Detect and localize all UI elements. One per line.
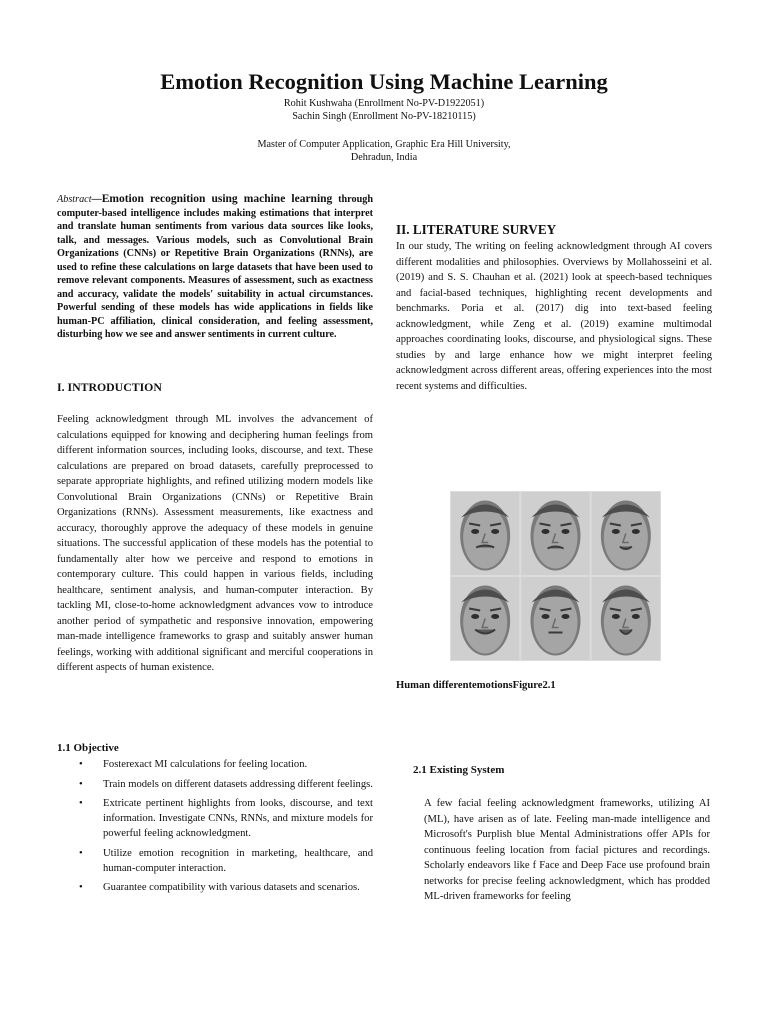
- literature-heading: II. LITERATURE SURVEY: [396, 222, 557, 237]
- existing-system-text: A few facial feeling acknowledgment frameworks, utilizing AI (ML), have arisen as of late. Feeling man-made intelligence and Microsoft's Purplish blue Mental Administrations offer APIs for continuous feeling location from facial pictures and recordings. Scholarly endeavors like f Face and Deep Face use profound brain networks for precise feeling acknowledgment, which has prodded ML-driven frameworks for feeling: [424, 798, 710, 902]
- list-item-text: Fosterexact MI calculations for feeling location.: [103, 759, 308, 770]
- emotion-faces-figure: [450, 491, 661, 661]
- introduction-text: Feeling acknowledgment through ML involves the advancement of calculations equipped for knowing and deciphering human feelings from different information sources, including looks, discourse, and text. These calculations are prepared on broad datasets, carefully preprocessed to separate appropriate highlights, and refined utilizing modern models like Convolutional Brain Organizations (CNNs) or Repetitive Brain Organizations (RNNs). Assessment measurements, like exactness and accuracy, thoroughly approve the adequacy of these models in genuine situations. The successful application of these models has the potential to fundamentally alter how we perceive and respond to emotions in contemporary culture. This could happen in various fields, including healthcare, sentiment analysis, and human-computer interaction. By tackling MI, close-to-home acknowledgment advances vow to introduce another period of sympathetic and responsive innovation, empowering man-made intelligence frameworks to grasp and suitably answer human feelings, working with additional significant and merciful cooperations in different aspects of human existence.: [57, 414, 373, 673]
- face-panel: [592, 492, 660, 575]
- list-item: [57, 846, 373, 876]
- introduction-heading: I. INTRODUCTION: [57, 380, 162, 394]
- bullet: •: [79, 798, 83, 809]
- bullet: •: [79, 847, 83, 859]
- faces-grid-image: [450, 491, 661, 661]
- list-item: [57, 796, 373, 841]
- objective-list: [57, 757, 373, 900]
- list-item: [57, 777, 373, 792]
- face-panel: [592, 577, 660, 660]
- list-item: [57, 757, 373, 772]
- list-item-text: Utilize emotion recognition in marketing, healthcare, and human-computer interaction.: [103, 847, 373, 874]
- bullet: •: [79, 778, 83, 790]
- list-item-text: Train models on different datasets addressing different feelings.: [103, 778, 373, 790]
- abstract-first-words: Emotion recognition using machine learning: [101, 193, 333, 205]
- objective-heading: 1.1 Objective: [57, 742, 119, 754]
- face-panel: [521, 577, 589, 660]
- face-panel: [451, 577, 519, 660]
- abstract-text: through computer-based intelligence includes making estimations that interpret and translate human sentiments from various data sources like looks, talk, and messages. Various models, such as Convolutional Brain Organizations (CNNs) or Repetitive Brain Organizations (RNNs), are used to refine these calculations on large datasets that have been used to remove relevant components. Measures of assessment, such as exactness and accuracy, validate the models' suitability in actual circumstances. Powerful sending of these models has wide applications in fields like human-PC affiliation, clinical consideration, and feeling assessment, disturbing how we see and answer sentiments in current culture.: [57, 194, 373, 340]
- abstract-label: Abstract: [57, 194, 92, 205]
- list-item: [57, 880, 373, 895]
- author-line: Rohit Kushwaha (Enrollment No-PV-D1922051): [283, 98, 485, 109]
- existing-system-heading: 2.1 Existing System: [413, 764, 505, 776]
- affiliation-line: Master of Computer Application, Graphic Era Hill University,: [257, 139, 511, 150]
- abstract: [57, 193, 373, 342]
- paper-title: Emotion Recognition Using Machine Learning: [160, 69, 608, 94]
- face-panel: [451, 492, 519, 575]
- author-line: Sachin Singh (Enrollment No-PV-18210115): [292, 111, 476, 122]
- bullet: •: [79, 759, 83, 770]
- list-item-text: Guarantee compatibility with various datasets and scenarios.: [103, 882, 360, 893]
- list-item-text: Extricate pertinent highlights from looks, discourse, and text information. Investigate CNNs, RNNs, and mixture models for powerful feeling acknowledgment.: [103, 798, 373, 839]
- bullet: •: [79, 882, 83, 893]
- figure-caption: Human differentemotionsFigure2.1: [396, 680, 556, 691]
- face-panel: [521, 492, 589, 575]
- abstract-dash: —: [91, 194, 102, 205]
- literature-text: In our study, The writing on feeling acknowledgment through AI covers different modalities and philosophies. Overviews by Mollahosseini et al. (2019) and S. S. Chauhan et al. (2021) look at speech-based techniques and facial-based techniques, highlighting recent developments and benchmarks. Poria et al. (2017) dig into text-based feeling acknowledgment, while Zeng et al. (2019) examine multimodal approaches coordinating looks, discourse, and physiological signs. These studies by and large enhance how we might interpret feeling acknowledgment across different areas, offering experiences into the most recent systems and difficulties.: [396, 241, 712, 392]
- affiliation-line: Dehradun, India: [350, 152, 418, 163]
